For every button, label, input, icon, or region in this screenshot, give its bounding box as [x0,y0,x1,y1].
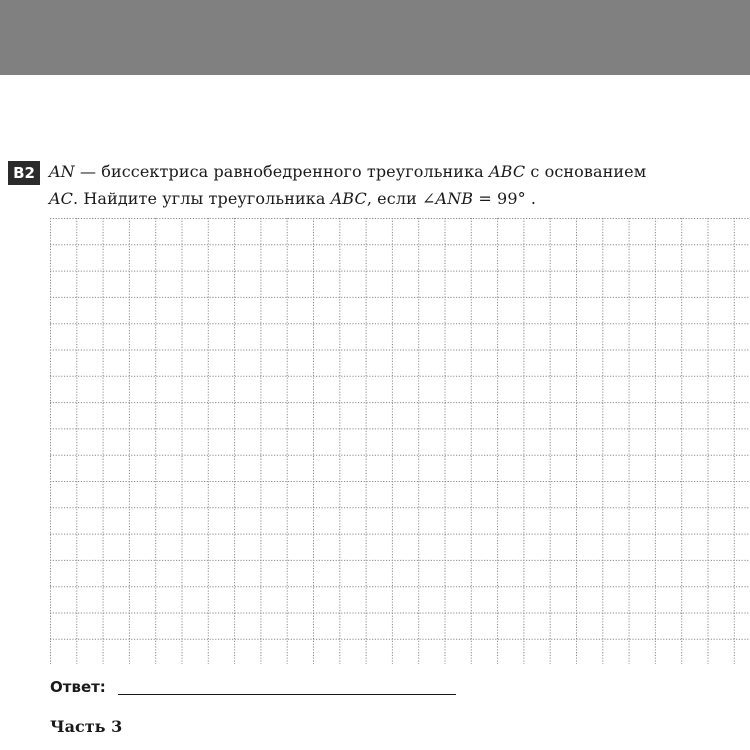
angle-value: = 99° . [473,189,537,208]
answer-label: Ответ: [50,678,106,696]
task-line-2 [49,185,750,212]
task-badge: B2 [8,161,40,185]
triangle-abc-2: ABC [330,189,367,208]
base-ac: AC [49,189,73,208]
task-text-3: . Найдите углы треугольника [73,189,331,208]
task-text-1: — биссектриса равнобедренного треугольника [74,162,490,181]
task-statement [49,158,750,212]
task-line-1 [49,158,750,185]
top-bar [0,0,750,75]
answer-field[interactable] [118,694,456,695]
grid-svg [50,218,750,664]
part-title: Часть 3 [50,717,123,736]
task-text-4: , если [366,189,423,208]
triangle-abc: ABC [489,162,526,181]
segment-an: AN [49,162,75,181]
task-text-2: с основанием [525,162,647,181]
angle-anb: ∠ANB [422,189,474,208]
draft-grid[interactable] [50,218,750,664]
